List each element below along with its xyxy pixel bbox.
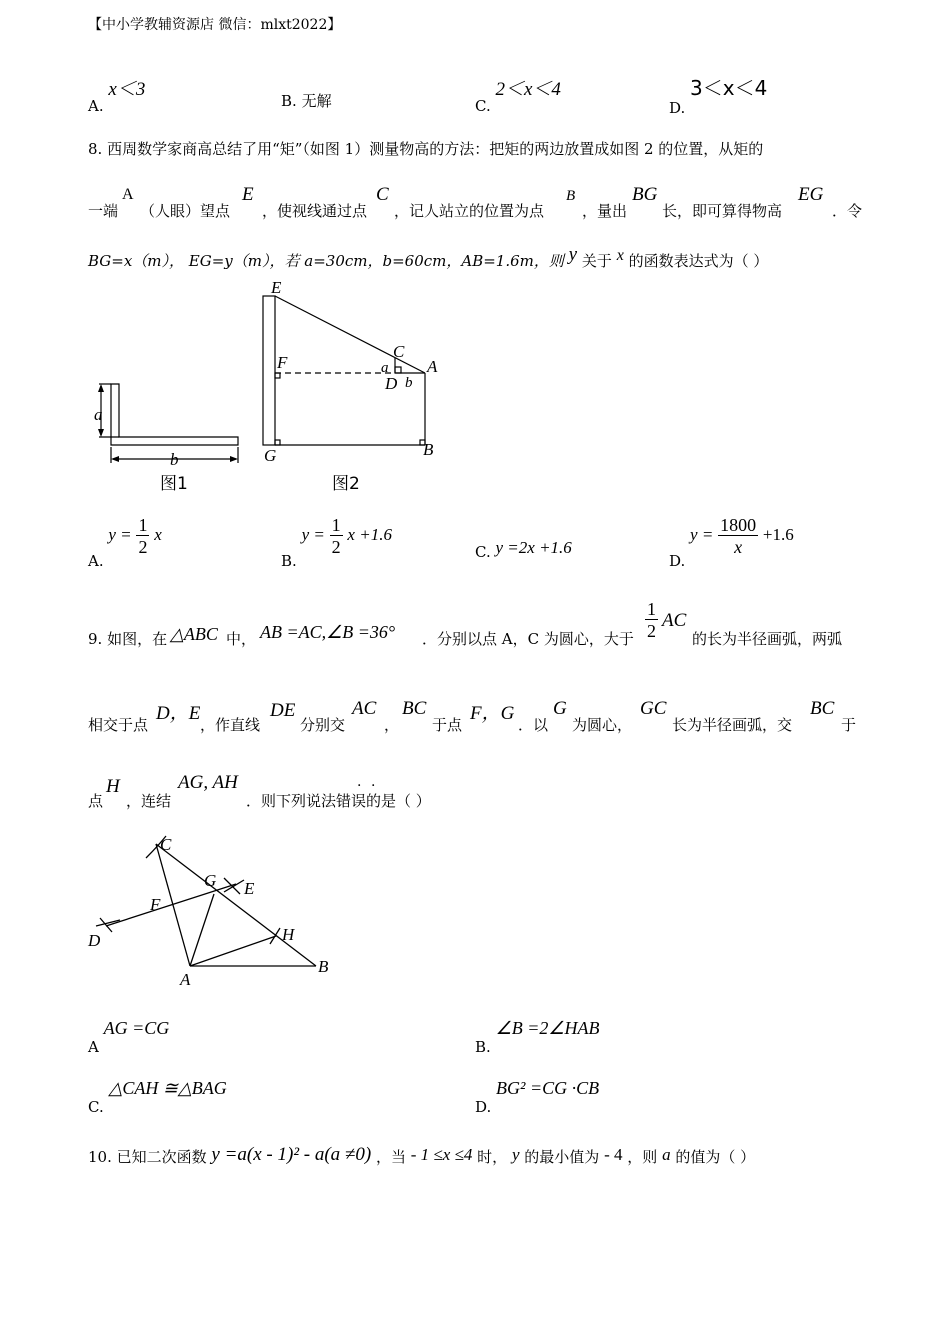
option-math: 2＜x＜4 [495,79,561,100]
option-label: C. [88,1098,104,1116]
option-lhs: y = [108,525,132,544]
segment-ac: AC [352,698,377,719]
emphasis-dot: · [357,778,362,794]
label-a-point: A [427,357,438,376]
segment-eg: EG [798,184,824,205]
page-header: 【中小学教辅资源店 微信：mlxt2022】 [88,17,342,33]
q9-option-a [88,1018,170,1056]
var-y: y [511,1145,520,1164]
option-rhs: x [154,525,162,544]
q8-text: 的函数表达式为（ ） [628,252,769,270]
q9-line3 [88,772,868,812]
q8-option-b [281,515,392,570]
q8-option-d [669,515,794,570]
label-d: D [385,374,398,393]
segment-gc: GC [640,698,667,719]
min-value: - 4 [604,1145,623,1164]
segment-bg: BG [632,184,658,205]
q8-text: 长，即可算得物高 [662,202,783,220]
option-label: D. [475,1098,492,1116]
var-x: x [616,247,624,264]
point-b: B [566,188,576,204]
points-de: D，E [156,703,201,724]
q9-text: 9. 如图，在 [88,630,168,648]
q8-line3 [88,244,769,270]
q10-text: 10. 已知二次函数 [88,1148,207,1166]
option-label: C. [475,543,491,561]
frac-denominator: x [734,537,743,557]
label-f: F [277,353,288,372]
q9-text: ．则下列说法错误的是（ ） [246,792,431,810]
label-b: B [318,957,329,976]
segment-ac: AC [662,610,687,631]
option-math: 3＜x＜4 [690,76,768,100]
q8-option-c [475,538,572,561]
q8-text: 一端 [88,202,119,220]
q8-text: ．令 [832,202,863,220]
option-label: D. [669,99,686,117]
triangle-abc: △ABC [170,624,218,644]
point-a: A [122,186,134,203]
q10-text: ，当 [375,1148,406,1166]
label-a: a [94,405,103,424]
label-d: D [88,931,101,950]
segment-bc: BC [810,698,835,719]
q10-line [88,1144,755,1166]
q9-text: ，连结 [126,792,172,810]
point-e: E [242,184,254,205]
q7-option-c [475,74,561,115]
q10-text: 的值为（ ） [675,1148,756,1166]
option-label: B. [475,1038,491,1056]
q9-option-b [475,1018,600,1056]
q9-text: ．分别以点 A，C 为圆心，大于 [422,630,634,648]
frac-denominator: 2 [647,621,656,641]
q10-text: 的最小值为 [524,1148,600,1166]
q7-option-b [281,90,332,111]
var-a: a [662,1145,671,1164]
q10-text: 时， [477,1148,508,1166]
q8-option-a [88,515,162,570]
q9-text: 中， [226,630,257,648]
label-g: G [264,446,277,465]
option-lhs: y = [301,525,325,544]
option-label: A. [88,97,104,115]
q8-text: （人眼）望点 [140,202,231,220]
option-text: 无解 [301,92,332,110]
label-b-small: b [405,375,413,391]
q9-text: ， [384,716,400,734]
option-math: BG² =CG ·CB [496,1078,600,1098]
q8-text: BG=x（m）， EG=y（m），若 a=30cm，b=60cm，AB=1.6m，则 [88,252,564,270]
q7-option-d [669,72,768,117]
q9-line1 [88,600,868,650]
q9-condition: AB =AC,∠B =36° [260,622,396,642]
q8-figure-1 [88,375,248,500]
option-math: AG =CG [103,1018,170,1038]
point-c: C [376,184,389,205]
option-rhs: x +1.6 [347,525,392,544]
option-math: ∠B =2∠HAB [495,1018,600,1038]
frac-numerator: 1 [647,599,656,619]
option-label: A [88,1038,99,1056]
q8-text: ，记人站立的位置为点 [394,202,545,220]
option-math: △CAH ≅△BAG [108,1078,227,1098]
q9-text: 于点 [432,716,463,734]
line-de: DE [270,700,296,721]
point-h: H [106,776,120,797]
q10-text: ，则 [627,1148,658,1166]
segments-ag-ah: AG, AH [178,772,238,793]
label-e: E [244,879,255,898]
option-lhs: y = [690,525,714,544]
option-label: B. [281,92,297,110]
label-c: C [393,342,405,361]
q9-text: 于 [841,716,857,734]
quadratic-function: y =a(x - 1)² - a(a ≠0) [211,1144,372,1165]
q9-text: 为圆心， [572,716,633,734]
frac-denominator: 2 [138,537,148,557]
q9-line2 [88,696,868,736]
q9-text: 长为半径画弧，交 [672,716,793,734]
option-math: y =2x +1.6 [495,538,572,557]
q9-option-c [88,1078,227,1116]
label-a: A [180,970,191,989]
label-e: E [271,278,282,297]
q8-text: 关于 [581,252,612,270]
frac-numerator: 1800 [720,515,757,535]
q9-option-d [475,1078,600,1116]
option-label: D. [669,552,686,570]
q9-figure [86,832,346,992]
option-math: x＜3 [108,79,146,100]
option-label: B. [281,552,297,570]
option-label: A. [88,552,104,570]
domain-range: - 1 ≤x ≤4 [410,1145,473,1164]
q9-text: ，作直线 [200,716,261,734]
figure-caption: 图2 [332,474,360,494]
segment-bc: BC [402,698,427,719]
label-b-point: B [423,440,434,459]
q7-option-a [88,74,146,115]
q8-text: ，使视线通过点 [262,202,368,220]
label-h: H [282,925,295,944]
label-b: b [170,450,179,469]
label-f: F [150,895,161,914]
option-rhs: +1.6 [762,525,794,544]
option-label: C. [475,97,491,115]
frac-numerator: 1 [331,515,341,535]
points-fg: F，G [470,703,515,724]
q9-text: 分别交 [300,716,346,734]
frac-numerator: 1 [138,515,148,535]
label-g: G [204,871,217,890]
q9-text: 点 [88,792,104,810]
label-c: C [160,835,172,854]
q8-text: ，量出 [582,202,628,220]
q9-text: 的长为半径画弧，两弧 [692,630,843,648]
label-a-small: a [381,360,389,376]
point-g: G [553,698,567,719]
q8-figure-2 [255,277,455,497]
emphasis-dot: · [371,778,376,794]
q8-line1: 8. 西周数学家商高总结了用“矩”（如图 1）测量物高的方法：把矩的两边放置成如图 2 的位置，从矩的 [88,140,764,158]
var-y: y [568,244,578,265]
q9-text: ．以 [518,716,549,734]
q9-text: 相交于点 [88,716,149,734]
figure-caption: 图1 [160,474,188,494]
frac-denominator: 2 [331,537,341,557]
